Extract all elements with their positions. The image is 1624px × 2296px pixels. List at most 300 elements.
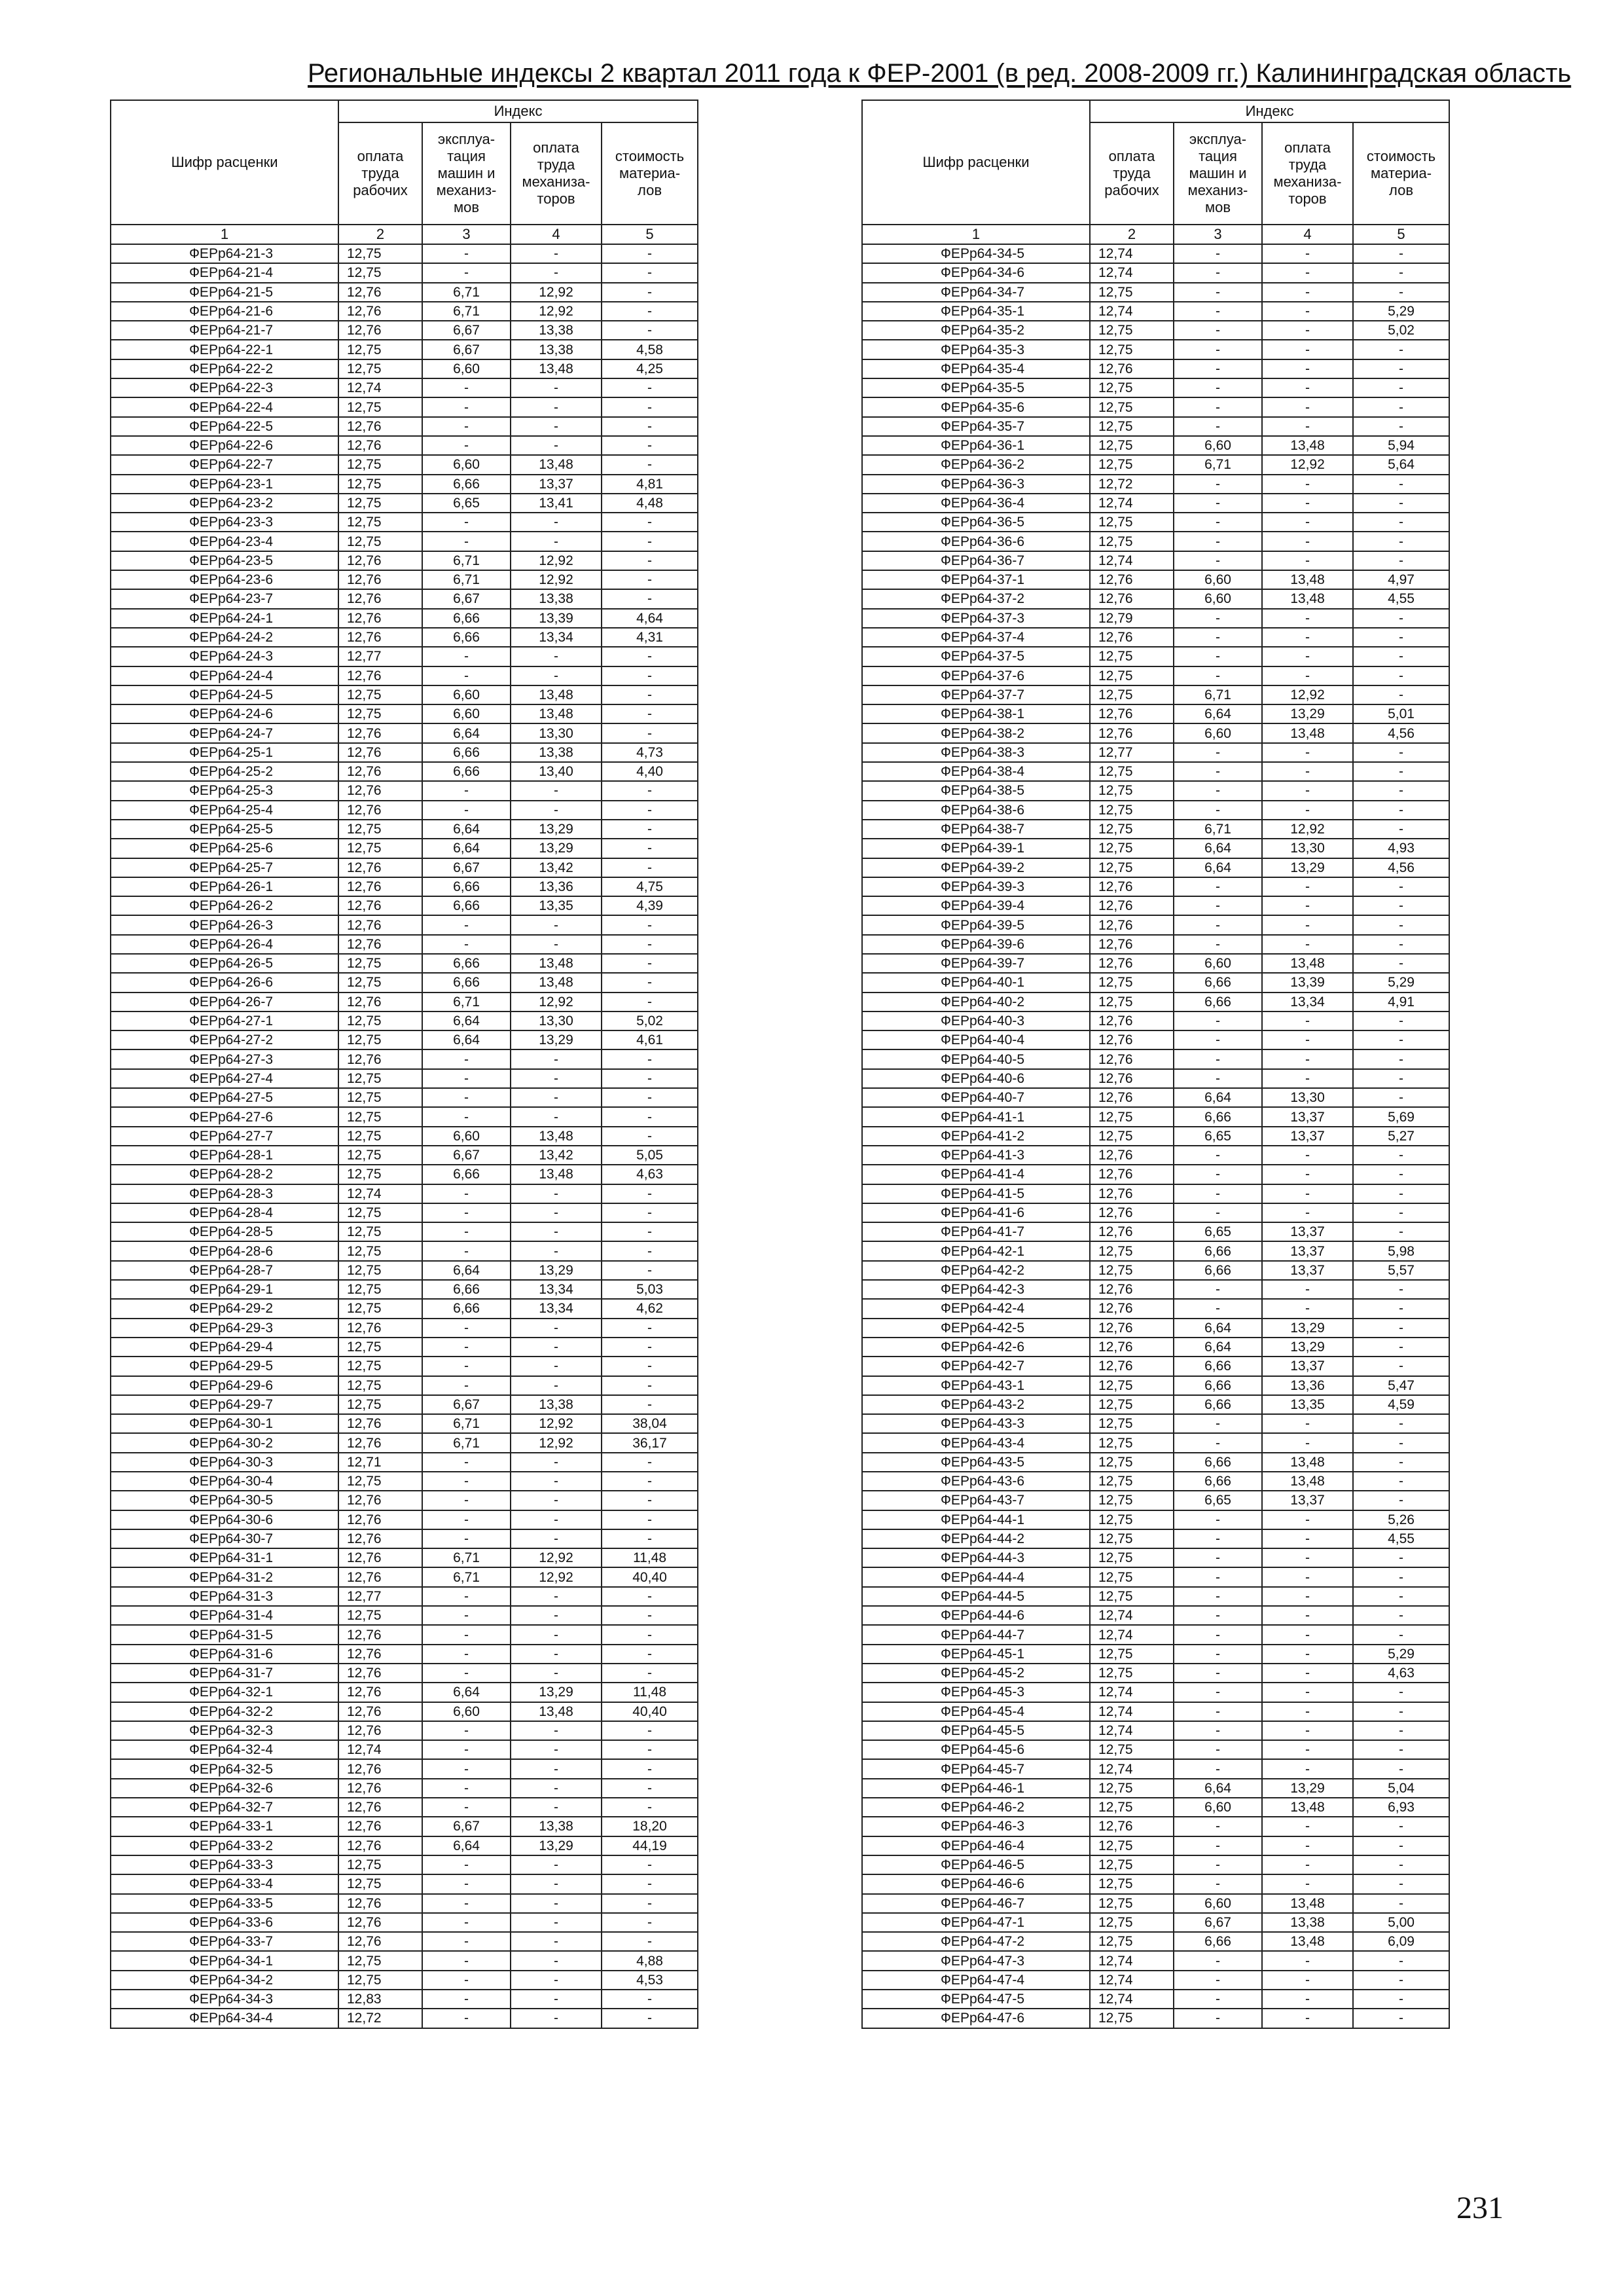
table-row bbox=[111, 877, 698, 896]
rate-code-cell: ФЕРр64-44-5 bbox=[862, 1587, 1090, 1606]
machine-operation-cell: - bbox=[1174, 1971, 1262, 1990]
materials-cost-cell: - bbox=[1353, 1971, 1449, 1990]
rate-code-cell: ФЕРр64-30-2 bbox=[111, 1433, 338, 1452]
operator-wages-cell: 13,29 bbox=[1262, 1319, 1353, 1338]
machine-operation-cell: 6,71 bbox=[1174, 820, 1262, 839]
page-number: 231 bbox=[1456, 2191, 1504, 2225]
operator-wages-cell: - bbox=[1262, 1990, 1353, 2009]
machine-operation-cell: - bbox=[422, 1472, 511, 1491]
header-labor-wages: оплата труда рабочих bbox=[1090, 122, 1174, 225]
machine-operation-cell: - bbox=[1174, 1567, 1262, 1586]
labor-wages-cell: 12,74 bbox=[1090, 1951, 1174, 1970]
materials-cost-cell: - bbox=[1353, 1683, 1449, 1702]
table-row bbox=[111, 589, 698, 608]
rate-code-cell: ФЕРр64-41-4 bbox=[862, 1165, 1090, 1184]
operator-wages-cell: 12,92 bbox=[511, 993, 602, 1011]
machine-operation-cell: 6,64 bbox=[1174, 1088, 1262, 1107]
operator-wages-cell: 13,34 bbox=[511, 628, 602, 647]
machine-operation-cell: 6,60 bbox=[1174, 436, 1262, 455]
operator-wages-cell: - bbox=[1262, 244, 1353, 263]
table-row bbox=[111, 685, 698, 704]
operator-wages-cell: 13,36 bbox=[511, 877, 602, 896]
table-row bbox=[111, 283, 698, 302]
machine-operation-cell: 6,66 bbox=[1174, 973, 1262, 992]
operator-wages-cell: 13,29 bbox=[1262, 1338, 1353, 1357]
rate-code-cell: ФЕРр64-27-7 bbox=[111, 1127, 338, 1146]
machine-operation-cell: - bbox=[1174, 417, 1262, 436]
machine-operation-cell: - bbox=[422, 532, 511, 551]
labor-wages-cell: 12,75 bbox=[338, 532, 422, 551]
operator-wages-cell: 13,34 bbox=[511, 1280, 602, 1299]
machine-operation-cell: 6,60 bbox=[422, 1702, 511, 1721]
operator-wages-cell: - bbox=[511, 1664, 602, 1683]
rate-code-cell: ФЕРр64-29-7 bbox=[111, 1395, 338, 1414]
materials-cost-cell: - bbox=[602, 1088, 698, 1107]
rate-code-cell: ФЕРр64-44-1 bbox=[862, 1510, 1090, 1529]
labor-wages-cell: 12,76 bbox=[1090, 954, 1174, 973]
rate-code-cell: ФЕРр64-22-5 bbox=[111, 417, 338, 436]
labor-wages-cell: 12,75 bbox=[338, 1338, 422, 1357]
operator-wages-cell: - bbox=[1262, 417, 1353, 436]
rate-code-cell: ФЕРр64-33-5 bbox=[111, 1894, 338, 1913]
materials-cost-cell: - bbox=[1353, 1030, 1449, 1049]
machine-operation-cell: - bbox=[422, 1491, 511, 1510]
table-row bbox=[111, 1376, 698, 1395]
machine-operation-cell: - bbox=[422, 2009, 511, 2028]
table-row bbox=[862, 723, 1449, 742]
materials-cost-cell: - bbox=[602, 1241, 698, 1260]
rate-code-cell: ФЕРр64-42-1 bbox=[862, 1241, 1090, 1260]
operator-wages-cell: 12,92 bbox=[511, 551, 602, 570]
labor-wages-cell: 12,75 bbox=[338, 1165, 422, 1184]
materials-cost-cell: 4,63 bbox=[1353, 1664, 1449, 1683]
operator-wages-cell: - bbox=[511, 781, 602, 800]
table-row bbox=[862, 263, 1449, 282]
machine-operation-cell: - bbox=[1174, 1683, 1262, 1702]
operator-wages-cell: - bbox=[511, 1453, 602, 1472]
operator-wages-cell: 12,92 bbox=[511, 1414, 602, 1433]
labor-wages-cell: 12,71 bbox=[338, 1453, 422, 1472]
labor-wages-cell: 12,75 bbox=[1090, 1874, 1174, 1893]
machine-operation-cell: 6,66 bbox=[1174, 1241, 1262, 1260]
machine-operation-cell: - bbox=[422, 378, 511, 397]
machine-operation-cell: - bbox=[422, 1376, 511, 1395]
table-row bbox=[111, 1414, 698, 1433]
operator-wages-cell: - bbox=[1262, 513, 1353, 532]
operator-wages-cell: - bbox=[1262, 915, 1353, 934]
materials-cost-cell: 4,53 bbox=[602, 1971, 698, 1990]
machine-operation-cell: 6,60 bbox=[422, 1127, 511, 1146]
labor-wages-cell: 12,75 bbox=[1090, 1414, 1174, 1433]
machine-operation-cell: 6,71 bbox=[422, 993, 511, 1011]
table-row bbox=[862, 1184, 1449, 1203]
operator-wages-cell: - bbox=[511, 647, 602, 666]
labor-wages-cell: 12,76 bbox=[338, 1894, 422, 1913]
labor-wages-cell: 12,75 bbox=[1090, 762, 1174, 781]
machine-operation-cell: - bbox=[1174, 321, 1262, 340]
table-row bbox=[111, 1261, 698, 1280]
labor-wages-cell: 12,74 bbox=[1090, 1683, 1174, 1702]
table-row bbox=[111, 1567, 698, 1586]
rate-code-cell: ФЕРр64-36-1 bbox=[862, 436, 1090, 455]
table-row bbox=[862, 1721, 1449, 1740]
materials-cost-cell: - bbox=[602, 1913, 698, 1932]
operator-wages-cell: - bbox=[511, 378, 602, 397]
materials-cost-cell: - bbox=[602, 263, 698, 282]
operator-wages-cell: 12,92 bbox=[511, 1548, 602, 1567]
labor-wages-cell: 12,76 bbox=[338, 1433, 422, 1452]
operator-wages-cell: - bbox=[511, 1779, 602, 1798]
rate-code-cell: ФЕРр64-47-3 bbox=[862, 1951, 1090, 1970]
machine-operation-cell: 6,64 bbox=[422, 1836, 511, 1855]
materials-cost-cell: 5,98 bbox=[1353, 1241, 1449, 1260]
rate-code-cell: ФЕРр64-29-6 bbox=[111, 1376, 338, 1395]
operator-wages-cell: 13,38 bbox=[511, 1395, 602, 1414]
header-number-4: 4 bbox=[511, 225, 602, 244]
materials-cost-cell: - bbox=[1353, 762, 1449, 781]
table-row bbox=[111, 475, 698, 494]
rate-code-cell: ФЕРр64-35-1 bbox=[862, 302, 1090, 321]
labor-wages-cell: 12,76 bbox=[338, 993, 422, 1011]
table-row bbox=[111, 1241, 698, 1260]
labor-wages-cell: 12,76 bbox=[338, 762, 422, 781]
labor-wages-cell: 12,72 bbox=[338, 2009, 422, 2028]
rate-code-cell: ФЕРр64-43-6 bbox=[862, 1472, 1090, 1491]
rate-code-cell: ФЕРр64-23-2 bbox=[111, 494, 338, 513]
labor-wages-cell: 12,76 bbox=[338, 321, 422, 340]
table-row bbox=[111, 1165, 698, 1184]
labor-wages-cell: 12,76 bbox=[338, 1759, 422, 1778]
rate-code-cell: ФЕРр64-40-7 bbox=[862, 1088, 1090, 1107]
table-row bbox=[862, 1203, 1449, 1222]
machine-operation-cell: - bbox=[1174, 283, 1262, 302]
rate-code-cell: ФЕРр64-34-6 bbox=[862, 263, 1090, 282]
rate-code-cell: ФЕРр64-39-1 bbox=[862, 839, 1090, 858]
materials-cost-cell: 4,75 bbox=[602, 877, 698, 896]
table-row bbox=[111, 1107, 698, 1126]
machine-operation-cell: - bbox=[422, 1625, 511, 1644]
table-row bbox=[862, 1932, 1449, 1951]
materials-cost-cell: - bbox=[602, 455, 698, 474]
operator-wages-cell: - bbox=[1262, 340, 1353, 359]
operator-wages-cell: 13,30 bbox=[1262, 1088, 1353, 1107]
labor-wages-cell: 12,75 bbox=[338, 1357, 422, 1376]
materials-cost-cell: - bbox=[602, 570, 698, 589]
machine-operation-cell: 6,60 bbox=[422, 685, 511, 704]
machine-operation-cell: - bbox=[422, 801, 511, 820]
operator-wages-cell: - bbox=[1262, 1625, 1353, 1644]
operator-wages-cell: 13,42 bbox=[511, 1146, 602, 1165]
operator-wages-cell: - bbox=[1262, 1548, 1353, 1567]
materials-cost-cell: - bbox=[1353, 743, 1449, 762]
header-code: Шифр расценки bbox=[862, 100, 1090, 225]
materials-cost-cell: - bbox=[1353, 397, 1449, 416]
machine-operation-cell: - bbox=[422, 1453, 511, 1472]
rate-code-cell: ФЕРр64-21-3 bbox=[111, 244, 338, 263]
machine-operation-cell: 6,60 bbox=[1174, 723, 1262, 742]
table-row bbox=[862, 704, 1449, 723]
table-row bbox=[862, 513, 1449, 532]
labor-wages-cell: 12,75 bbox=[338, 1107, 422, 1126]
materials-cost-cell: - bbox=[1353, 915, 1449, 934]
machine-operation-cell: - bbox=[422, 1587, 511, 1606]
rate-code-cell: ФЕРр64-26-7 bbox=[111, 993, 338, 1011]
table-row bbox=[862, 1453, 1449, 1472]
labor-wages-cell: 12,75 bbox=[1090, 1491, 1174, 1510]
operator-wages-cell: - bbox=[1262, 397, 1353, 416]
materials-cost-cell: 18,20 bbox=[602, 1817, 698, 1836]
table-row bbox=[111, 570, 698, 589]
materials-cost-cell: - bbox=[1353, 1433, 1449, 1452]
operator-wages-cell: - bbox=[1262, 609, 1353, 628]
labor-wages-cell: 12,75 bbox=[1090, 781, 1174, 800]
rate-code-cell: ФЕРр64-38-6 bbox=[862, 801, 1090, 820]
header-number-3: 3 bbox=[422, 225, 511, 244]
labor-wages-cell: 12,75 bbox=[1090, 1433, 1174, 1452]
labor-wages-cell: 12,76 bbox=[1090, 935, 1174, 954]
materials-cost-cell: - bbox=[602, 858, 698, 877]
operator-wages-cell: - bbox=[511, 1184, 602, 1203]
table-row bbox=[862, 1088, 1449, 1107]
rate-code-cell: ФЕРр64-41-7 bbox=[862, 1222, 1090, 1241]
table-row bbox=[862, 1376, 1449, 1395]
operator-wages-cell: 13,48 bbox=[511, 1165, 602, 1184]
rate-code-cell: ФЕРр64-43-1 bbox=[862, 1376, 1090, 1395]
machine-operation-cell: 6,71 bbox=[422, 302, 511, 321]
materials-cost-cell: 40,40 bbox=[602, 1567, 698, 1586]
labor-wages-cell: 12,76 bbox=[1090, 1817, 1174, 1836]
operator-wages-cell: - bbox=[511, 1874, 602, 1893]
table-row bbox=[111, 954, 698, 973]
rate-code-cell: ФЕРр64-36-6 bbox=[862, 532, 1090, 551]
labor-wages-cell: 12,76 bbox=[1090, 1088, 1174, 1107]
labor-wages-cell: 12,75 bbox=[1090, 1836, 1174, 1855]
materials-cost-cell: - bbox=[1353, 1836, 1449, 1855]
operator-wages-cell: - bbox=[1262, 1433, 1353, 1452]
rate-code-cell: ФЕРр64-21-7 bbox=[111, 321, 338, 340]
materials-cost-cell: - bbox=[602, 1874, 698, 1893]
rate-code-cell: ФЕРр64-28-6 bbox=[111, 1241, 338, 1260]
materials-cost-cell: - bbox=[1353, 1338, 1449, 1357]
materials-cost-cell: - bbox=[1353, 1491, 1449, 1510]
operator-wages-cell: - bbox=[511, 1529, 602, 1548]
machine-operation-cell: - bbox=[1174, 762, 1262, 781]
header-number-1: 1 bbox=[862, 225, 1090, 244]
rate-code-cell: ФЕРр64-38-3 bbox=[862, 743, 1090, 762]
labor-wages-cell: 12,75 bbox=[1090, 801, 1174, 820]
rate-code-cell: ФЕРр64-40-6 bbox=[862, 1069, 1090, 1088]
rate-code-cell: ФЕРр64-28-3 bbox=[111, 1184, 338, 1203]
labor-wages-cell: 12,76 bbox=[1090, 1146, 1174, 1165]
operator-wages-cell: - bbox=[1262, 1203, 1353, 1222]
materials-cost-cell: 4,25 bbox=[602, 359, 698, 378]
table-row bbox=[862, 666, 1449, 685]
materials-cost-cell: - bbox=[602, 1587, 698, 1606]
table-row bbox=[862, 1548, 1449, 1567]
operator-wages-cell: - bbox=[1262, 1146, 1353, 1165]
operator-wages-cell: - bbox=[511, 1990, 602, 2009]
materials-cost-cell: - bbox=[602, 820, 698, 839]
materials-cost-cell: - bbox=[1353, 935, 1449, 954]
labor-wages-cell: 12,76 bbox=[338, 1625, 422, 1644]
materials-cost-cell: - bbox=[1353, 647, 1449, 666]
materials-cost-cell: - bbox=[1353, 2009, 1449, 2028]
labor-wages-cell: 12,75 bbox=[1090, 993, 1174, 1011]
operator-wages-cell: - bbox=[1262, 1740, 1353, 1759]
rate-code-cell: ФЕРр64-38-1 bbox=[862, 704, 1090, 723]
table-row bbox=[862, 1357, 1449, 1376]
machine-operation-cell: - bbox=[422, 1971, 511, 1990]
machine-operation-cell: 6,66 bbox=[422, 628, 511, 647]
operator-wages-cell: - bbox=[1262, 263, 1353, 282]
operator-wages-cell: - bbox=[1262, 475, 1353, 494]
materials-cost-cell: - bbox=[602, 532, 698, 551]
labor-wages-cell: 12,75 bbox=[1090, 1855, 1174, 1874]
operator-wages-cell: - bbox=[1262, 1011, 1353, 1030]
table-row bbox=[862, 1241, 1449, 1260]
machine-operation-cell: 6,66 bbox=[1174, 1357, 1262, 1376]
operator-wages-cell: 13,38 bbox=[511, 589, 602, 608]
table-row bbox=[111, 244, 698, 263]
rate-code-cell: ФЕРр64-24-6 bbox=[111, 704, 338, 723]
labor-wages-cell: 12,76 bbox=[1090, 1357, 1174, 1376]
table-row bbox=[862, 397, 1449, 416]
labor-wages-cell: 12,76 bbox=[338, 935, 422, 954]
materials-cost-cell: - bbox=[1353, 1280, 1449, 1299]
table-row bbox=[862, 685, 1449, 704]
materials-cost-cell: - bbox=[602, 302, 698, 321]
rate-code-cell: ФЕРр64-41-6 bbox=[862, 1203, 1090, 1222]
rate-code-cell: ФЕРр64-23-7 bbox=[111, 589, 338, 608]
rate-code-cell: ФЕРр64-29-1 bbox=[111, 1280, 338, 1299]
table-row bbox=[111, 378, 698, 397]
machine-operation-cell: - bbox=[422, 1222, 511, 1241]
materials-cost-cell: 4,48 bbox=[602, 494, 698, 513]
machine-operation-cell: - bbox=[422, 1932, 511, 1951]
index-table-left bbox=[110, 100, 698, 2029]
table-row bbox=[862, 244, 1449, 263]
labor-wages-cell: 12,75 bbox=[338, 1146, 422, 1165]
rate-code-cell: ФЕРр64-24-5 bbox=[111, 685, 338, 704]
labor-wages-cell: 12,75 bbox=[338, 1971, 422, 1990]
rate-code-cell: ФЕРр64-21-5 bbox=[111, 283, 338, 302]
rate-code-cell: ФЕРр64-30-5 bbox=[111, 1491, 338, 1510]
machine-operation-cell: 6,71 bbox=[422, 570, 511, 589]
operator-wages-cell: 13,41 bbox=[511, 494, 602, 513]
operator-wages-cell: - bbox=[1262, 1529, 1353, 1548]
table-row bbox=[862, 1990, 1449, 2009]
rate-code-cell: ФЕРр64-30-6 bbox=[111, 1510, 338, 1529]
table-row bbox=[862, 1222, 1449, 1241]
rate-code-cell: ФЕРр64-44-3 bbox=[862, 1548, 1090, 1567]
header-number-5: 5 bbox=[602, 225, 698, 244]
machine-operation-cell: 6,64 bbox=[422, 1261, 511, 1280]
labor-wages-cell: 12,76 bbox=[1090, 1011, 1174, 1030]
rate-code-cell: ФЕРр64-26-3 bbox=[111, 915, 338, 934]
labor-wages-cell: 12,76 bbox=[1090, 1299, 1174, 1318]
materials-cost-cell: - bbox=[602, 1625, 698, 1644]
materials-cost-cell: 4,61 bbox=[602, 1030, 698, 1049]
labor-wages-cell: 12,75 bbox=[338, 244, 422, 263]
labor-wages-cell: 12,75 bbox=[338, 1069, 422, 1088]
labor-wages-cell: 12,76 bbox=[1090, 1049, 1174, 1068]
table-row bbox=[111, 896, 698, 915]
table-row bbox=[862, 973, 1449, 992]
machine-operation-cell: - bbox=[1174, 1049, 1262, 1068]
operator-wages-cell: - bbox=[1262, 1836, 1353, 1855]
machine-operation-cell: - bbox=[422, 915, 511, 934]
machine-operation-cell: - bbox=[1174, 609, 1262, 628]
machine-operation-cell: 6,64 bbox=[422, 1683, 511, 1702]
rate-code-cell: ФЕРр64-25-6 bbox=[111, 839, 338, 858]
table-row bbox=[862, 628, 1449, 647]
materials-cost-cell: 5,02 bbox=[602, 1011, 698, 1030]
header-number-1: 1 bbox=[111, 225, 338, 244]
labor-wages-cell: 12,74 bbox=[1090, 1971, 1174, 1990]
labor-wages-cell: 12,76 bbox=[1090, 723, 1174, 742]
table-row bbox=[111, 1721, 698, 1740]
operator-wages-cell: - bbox=[1262, 494, 1353, 513]
materials-cost-cell: - bbox=[1353, 1357, 1449, 1376]
materials-cost-cell: - bbox=[602, 839, 698, 858]
materials-cost-cell: - bbox=[1353, 1990, 1449, 2009]
labor-wages-cell: 12,75 bbox=[338, 263, 422, 282]
table-row bbox=[862, 896, 1449, 915]
rate-code-cell: ФЕРр64-32-1 bbox=[111, 1683, 338, 1702]
machine-operation-cell: - bbox=[422, 1203, 511, 1222]
machine-operation-cell: 6,66 bbox=[422, 877, 511, 896]
table-row bbox=[111, 1548, 698, 1567]
rate-code-cell: ФЕРр64-35-5 bbox=[862, 378, 1090, 397]
rate-code-cell: ФЕРр64-25-5 bbox=[111, 820, 338, 839]
table-row bbox=[862, 1146, 1449, 1165]
materials-cost-cell: 5,04 bbox=[1353, 1779, 1449, 1798]
table-row bbox=[111, 1338, 698, 1357]
machine-operation-cell: - bbox=[422, 1721, 511, 1740]
table-row bbox=[862, 801, 1449, 820]
machine-operation-cell: - bbox=[1174, 263, 1262, 282]
machine-operation-cell: 6,60 bbox=[1174, 954, 1262, 973]
rate-code-cell: ФЕРр64-21-4 bbox=[111, 263, 338, 282]
operator-wages-cell: 13,34 bbox=[1262, 993, 1353, 1011]
machine-operation-cell: - bbox=[422, 1510, 511, 1529]
machine-operation-cell: 6,60 bbox=[422, 704, 511, 723]
machine-operation-cell: 6,66 bbox=[1174, 1107, 1262, 1126]
table-row bbox=[111, 1319, 698, 1338]
rate-code-cell: ФЕРр64-25-3 bbox=[111, 781, 338, 800]
machine-operation-cell: - bbox=[1174, 1855, 1262, 1874]
labor-wages-cell: 12,75 bbox=[1090, 1107, 1174, 1126]
operator-wages-cell: - bbox=[511, 1645, 602, 1664]
materials-cost-cell: 4,31 bbox=[602, 628, 698, 647]
table-row bbox=[111, 513, 698, 532]
labor-wages-cell: 12,75 bbox=[1090, 1453, 1174, 1472]
table-row bbox=[862, 1759, 1449, 1778]
rate-code-cell: ФЕРр64-40-1 bbox=[862, 973, 1090, 992]
machine-operation-cell: 6,66 bbox=[1174, 1395, 1262, 1414]
table-row bbox=[862, 839, 1449, 858]
table-row bbox=[111, 1894, 698, 1913]
table-row bbox=[862, 1069, 1449, 1088]
materials-cost-cell: - bbox=[602, 321, 698, 340]
machine-operation-cell: - bbox=[1174, 1510, 1262, 1529]
operator-wages-cell: 12,92 bbox=[511, 570, 602, 589]
table-row bbox=[862, 283, 1449, 302]
rate-code-cell: ФЕРр64-28-4 bbox=[111, 1203, 338, 1222]
labor-wages-cell: 12,76 bbox=[338, 1664, 422, 1683]
labor-wages-cell: 12,75 bbox=[1090, 1472, 1174, 1491]
materials-cost-cell: - bbox=[602, 551, 698, 570]
